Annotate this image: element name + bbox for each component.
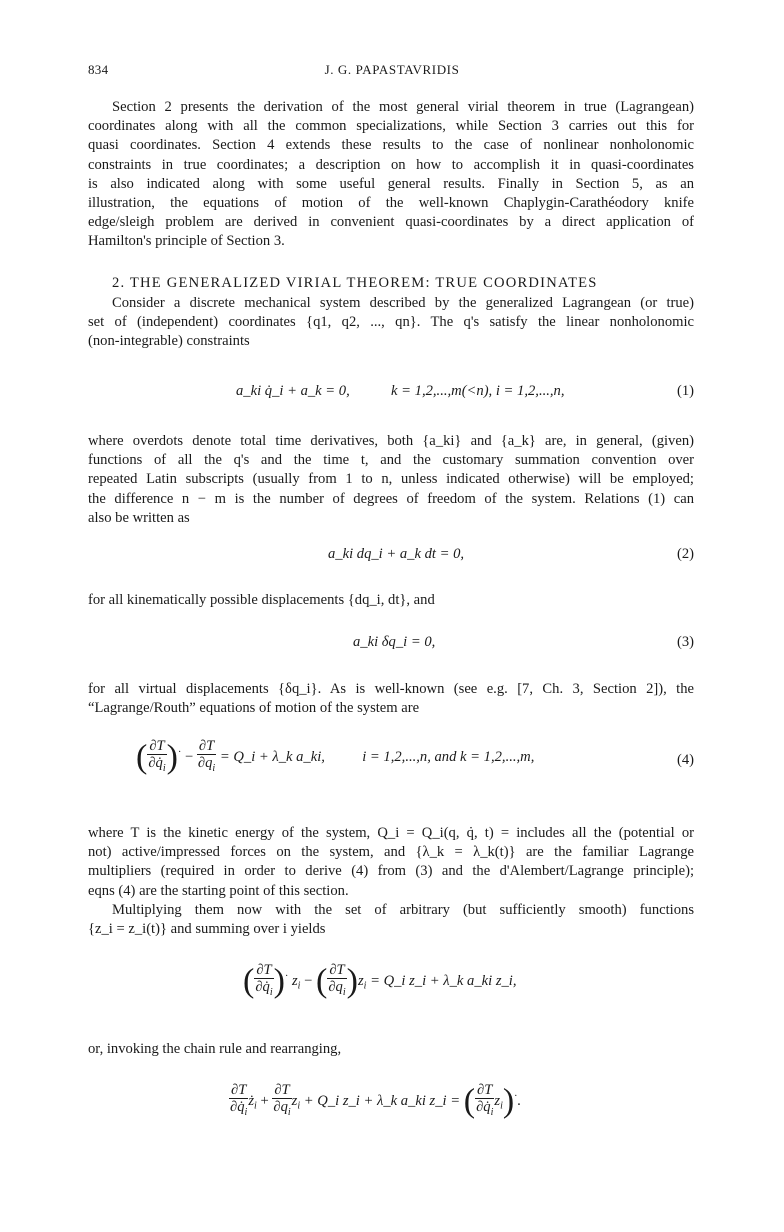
- equation-3-number: (3): [676, 634, 694, 650]
- text-line: Section 2 presents the derivation of the most general virial theorem in true (Lagrangean): [112, 99, 694, 115]
- text-line: not) active/impressed forces on the system, and {λ_k = λ_k(t)} are the familiar Lagrange: [88, 844, 694, 861]
- where-paragraph: [88, 432, 694, 528]
- text-line: Multiplying them now with the set of arbitrary (but sufficiently smooth) functions: [112, 902, 694, 918]
- equation-1-lhs: a_ki q̇_i + a_k = 0,: [236, 383, 350, 399]
- text-line: for all virtual displacements {δq_i}. As is well-known (see e.g. [7, Ch. 3, Section 2]), the: [88, 681, 694, 697]
- equation-6: $\frac{\partial T}{\partial q̇_i}$ $ż_i$ + $\frac{\partial T}{\partial q_i}$ $z_i$ + Q_i z_i + λ_k a_ki z_i = ( $\frac{\partial T}{\partial q̇_i}$ $z_i)^\cdot$.: [230, 1082, 522, 1120]
- text-line: quasi coordinates. Section 4 extends these results to the case of nonlinear nonholonomic: [88, 137, 694, 154]
- equation-2: a_ki dq_i + a_k dt = 0,: [328, 546, 465, 562]
- equation-4: ( $\frac{\partial T}{\partial q̇_i}$ )· − $\frac{\partial T}{\partial q_i}$ = Q_i + λ_k a_ki, i = 1,2,...,n, and k = 1,2,...,m,: [136, 738, 535, 776]
- equation-1-ranges: k = 1,2,...,m(<n), i = 1,2,...,n,: [391, 383, 565, 399]
- text-line: is also indicated along with some useful general results. Finally in Section 5, as an: [88, 175, 694, 192]
- text-line: functions of all the q's and the time t, and the customary summation convention over: [88, 452, 694, 469]
- virtual-paragraph: [88, 680, 694, 718]
- text-line: the difference n − m is the number of degrees of freedom of the system. Relations (1) can: [88, 490, 694, 507]
- equation-3: a_ki δq_i = 0,: [353, 634, 436, 650]
- text-line: illustration, the equations of motion of the well-known Chaplygin-Carathéodory knife: [88, 195, 694, 212]
- chain-line: [88, 1040, 694, 1059]
- equation-4-number: (4): [676, 752, 694, 768]
- text-line: where T is the kinetic energy of the system, Q_i = Q_i(q, q̇, t) = includes all the (potential or: [88, 825, 694, 841]
- text-line: coordinates along with all the common specializations, while Section 3 carries out this for: [88, 118, 694, 135]
- equation-6-mid: + Q_i z_i + λ_k a_ki z_i =: [303, 1092, 461, 1109]
- running-head: J. G. PAPASTAVRIDIS: [324, 62, 460, 77]
- text-line: {z_i = z_i(t)} and summing over i yields: [88, 921, 326, 938]
- kinematic-line: [88, 591, 694, 610]
- text-line: Hamilton's principle of Section 3.: [88, 233, 285, 250]
- text-line: eqns (4) are the starting point of this section.: [88, 882, 349, 899]
- intro-paragraph: [88, 98, 694, 252]
- text-line: for all kinematically possible displacements {dq_i, dt}, and: [88, 592, 435, 608]
- text-line: set of (independent) coordinates {q1, q2, ..., qn}. The q's satisfy the linear nonholonomic: [88, 314, 694, 331]
- kinetic-paragraph: [88, 824, 694, 901]
- text-line: also be written as: [88, 509, 190, 526]
- text-line: constraints in true coordinates; a description on how to accomplish it in quasi-coordinates: [88, 156, 694, 173]
- equation-1: [236, 383, 564, 400]
- text-line: Consider a discrete mechanical system described by the generalized Lagrangean (or true): [112, 295, 694, 311]
- text-line: where overdots denote total time derivatives, both {a_ki} and {a_k} are, in general, (given): [88, 433, 694, 449]
- page-number: 834: [88, 62, 109, 77]
- text-line: (non-integrable) constraints: [88, 333, 250, 350]
- text-line: multipliers (required in order to derive (4) from (3) and the d'Alembert/Lagrange principle);: [88, 863, 694, 880]
- equation-4-ranges: i = 1,2,...,n, and k = 1,2,...,m,: [362, 748, 535, 765]
- equation-2-number: (2): [676, 546, 694, 562]
- equation-5: ( $\frac{\partial T}{\partial q̇_i}$ )· $z_i$ − ( $\frac{\partial T}{\partial q_i}$ )$z_i$ = Q_i z_i + λ_k a_ki z_i,: [243, 962, 517, 1000]
- text-line: edge/sleigh problem are derived in convenient quasi-coordinates by a direct application of: [88, 214, 694, 231]
- section-heading: 2. THE GENERALIZED VIRIAL THEOREM: TRUE COORDINATES: [112, 275, 598, 291]
- consider-paragraph: [88, 294, 694, 352]
- text-line: repeated Latin subscripts (usually from 1 to n, unless indicated otherwise) will be employed;: [88, 471, 694, 488]
- equation-5-rhs: = Q_i z_i + λ_k a_ki z_i,: [370, 972, 517, 989]
- equation-4-rhs: = Q_i + λ_k a_ki,: [219, 748, 325, 765]
- equation-1-number: (1): [676, 383, 694, 399]
- text-line: “Lagrange/Routh” equations of motion of the system are: [88, 700, 420, 717]
- text-line: or, invoking the chain rule and rearranging,: [88, 1041, 342, 1057]
- multiply-paragraph: [88, 901, 694, 939]
